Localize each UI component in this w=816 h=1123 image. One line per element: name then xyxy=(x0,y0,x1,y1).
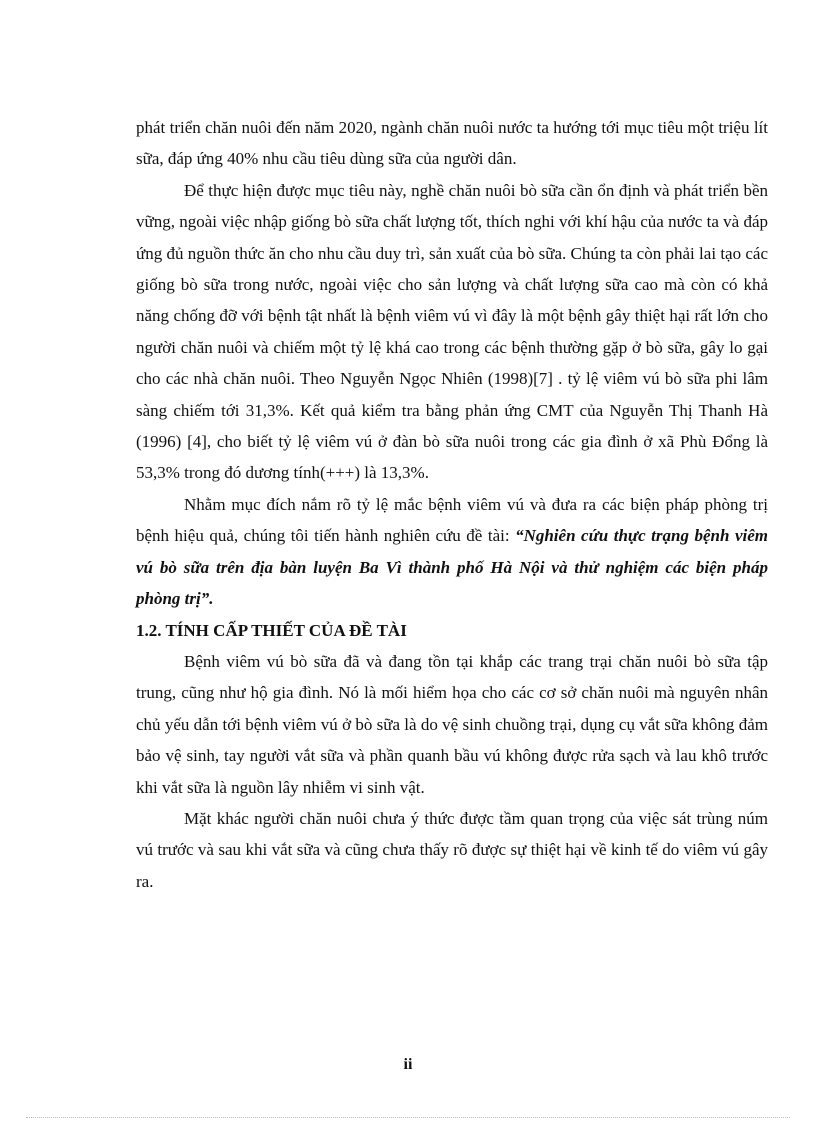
paragraph-purpose xyxy=(136,489,768,615)
paragraph-intro-end: phát triển chăn nuôi đến năm 2020, ngành chăn nuôi nước ta hướng tới mục tiêu một triệu lít sữa, đáp ứng 40% nhu cầu tiêu dùng sữa của người dân. xyxy=(136,118,768,169)
paragraph-goal: Để thực hiện được mục tiêu này, nghề chăn nuôi bò sữa cần ổn định và phát triển bền vững, ngoài việc nhập giống bò sữa chất lượng tốt, thích nghi với khí hậu của nước ta và đáp ứng đủ nguồn thức ăn cho nhu cầu duy trì, sản xuất của bò sữa. Chúng ta còn phải lai tạo các giống bò sữa trong nước, ngoài việc cho sản lượng và chất lượng sữa cao mà còn có khả năng chống đỡ với bệnh tật nhất là bệnh viêm vú vì đây là một bệnh gây thiệt hại rất lớn cho người chăn nuôi và chiếm một tỷ lệ khá cao trong các bệnh thường gặp ở bò sữa, gây lo gại cho các nhà chăn nuôi. Theo Nguyễn Ngọc Nhiên (1998)[7] . tỷ lệ viêm vú bò sữa phi lâm sàng chiếm tới 31,3%. Kết quả kiểm tra bằng phản ứng CMT của Nguyễn Thị Thanh Hà (1996) [4], cho biết tỷ lệ viêm vú ở đàn bò sữa nuôi trong các gia đình ở xã Phù Đổng là 53,3% trong đó dương tính(+++) là 13,3%. xyxy=(136,180,768,483)
paragraph-awareness: Mặt khác người chăn nuôi chưa ý thức được tầm quan trọng của việc sát trùng núm vú trước và sau khi vắt sữa và cũng chưa thấy rõ được sự thiệt hại về kinh tế do viêm vú gây ra. xyxy=(136,808,768,891)
paragraph-urgency: Bệnh viêm vú bò sữa đã và đang tồn tại khắp các trang trại chăn nuôi bò sữa tập trung, cũng như hộ gia đình. Nó là mối hiểm họa cho các cơ sở chăn nuôi mà nguyên nhân chủ yếu dẫn tới bệnh viêm vú ở bò sữa là do vệ sinh chuồng trại, dụng cụ vắt sữa không đảm bảo vệ sinh, tay người vắt sữa và phần quanh bầu vú không được rửa sạch và lau khô trước khi vắt sữa là nguồn lây nhiễm vi sinh vật. xyxy=(136,651,768,797)
research-title: “Nghiên cứu thực trạng bệnh viêm vú bò sữa trên địa bàn luyện Ba Vì thành phố Hà Nội và thử nghiệm các biện pháp phòng trị”. xyxy=(136,526,768,609)
purpose-lead-text: Nhằm mục đích nắm rõ tỷ lệ mắc bệnh viêm vú và đưa ra các biện pháp phòng trị bệnh hiệu quả, chúng tôi tiến hành nghiên cứu đề tài: xyxy=(136,494,768,546)
page-bottom-divider xyxy=(26,1117,790,1118)
section-heading: 1.2. TÍNH CẤP THIẾT CỦA ĐỀ TÀI xyxy=(136,620,407,640)
page-body xyxy=(136,112,768,897)
page-number: ii xyxy=(403,1056,413,1073)
